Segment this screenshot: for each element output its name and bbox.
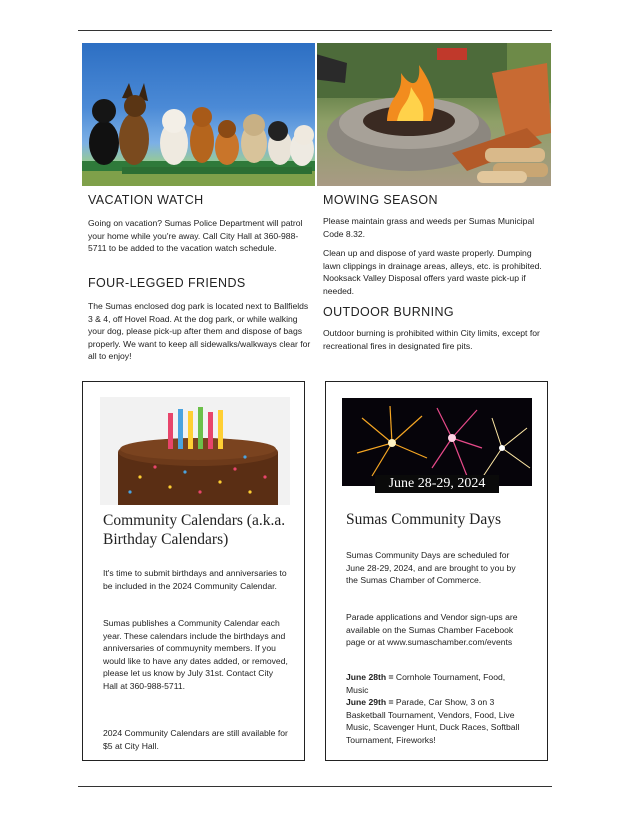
vacation-text: Going on vacation? Sumas Police Department will patrol your home while you're away. Call City Hall at 360-988-5711 to be added to the vacation watch schedule.	[88, 218, 303, 254]
dogs-illustration	[82, 43, 315, 186]
dogs-text: The Sumas enclosed dog park is located next to Ballfields 3 & 4, off Hovel Road. At the dog park, or while walking your dog, please pick-up after them and dispose of bags properly. We want to keep all sidewalks/walkways clear for all to enjoy!	[88, 301, 311, 362]
mowing-heading: MOWING SEASON	[323, 193, 438, 207]
day-1-label: June 28th =	[346, 672, 394, 682]
top-rule	[78, 30, 552, 31]
cake-photo	[100, 397, 290, 505]
day-2-label: June 29th =	[346, 697, 394, 708]
mowing-text-1: Please maintain grass and weeds per Sumas Municipal Code 8.32.	[323, 216, 535, 239]
burning-heading: OUTDOOR BURNING	[323, 305, 454, 319]
calendars-para-2: Sumas publishes a Community Calendar each year. These calendars include the birthdays and anniversaries of commuynity members. If you would like to have any dates added, or removed, please let us know by July 31st. Contact City Hall at 360-988-5711.	[103, 618, 288, 691]
schedule-day-2	[346, 696, 526, 746]
calendars-para-3: 2024 Community Calendars are still available for $5 at City Hall.	[103, 728, 288, 751]
schedule-day-1	[346, 671, 526, 696]
calendars-title: Community Calendars (a.k.a. Birthday Calendars)	[103, 512, 286, 548]
mowing-text-2: Clean up and dispose of yard waste properly. Dumping lawn clippings in drainage areas, alleys, etc. is prohibited. Nooksack Valley Disposal offers yard waste pick-up if needed.	[323, 248, 542, 296]
community-days-box	[325, 381, 548, 761]
dogs-photo	[82, 43, 315, 186]
bottom-rule	[78, 786, 552, 787]
date-banner: June 28-29, 2024	[375, 475, 499, 493]
community-days-para-2: Parade applications and Vendor sign-ups are available on the Sumas Chamber Facebook page or at www.sumaschamber.com/events	[346, 612, 518, 648]
burning-text: Outdoor burning is prohibited within City limits, except for recreational fires in designated fire pits.	[323, 328, 540, 351]
cake-illustration	[100, 397, 290, 505]
fire-pit-illustration	[317, 43, 551, 186]
calendars-para-1: It's time to submit birthdays and anniversaries to be included in the 2024 Community Calendar.	[103, 568, 287, 591]
fireworks-photo	[342, 398, 532, 486]
day-1-text: Cornhole Tournament, Food, Music	[346, 672, 506, 695]
community-days-para-1: Sumas Community Days are scheduled for June 28-29, 2024, and are brought to you by the Sumas Chamber of Commerce.	[346, 550, 516, 586]
calendars-box	[82, 381, 305, 761]
day-2-text: Parade, Car Show, 3 on 3 Basketball Tournament, Vendors, Food, Live Music, Scavenger Hunt, Duck Races, Softball Tournament, Fireworks!	[346, 697, 520, 745]
fireworks-illustration	[342, 398, 532, 486]
vacation-heading: VACATION WATCH	[88, 193, 204, 207]
dogs-heading: FOUR-LEGGED FRIENDS	[88, 276, 246, 290]
fire-pit-photo	[317, 43, 551, 186]
community-days-title: Sumas Community Days	[346, 511, 502, 528]
schedule	[346, 671, 526, 747]
